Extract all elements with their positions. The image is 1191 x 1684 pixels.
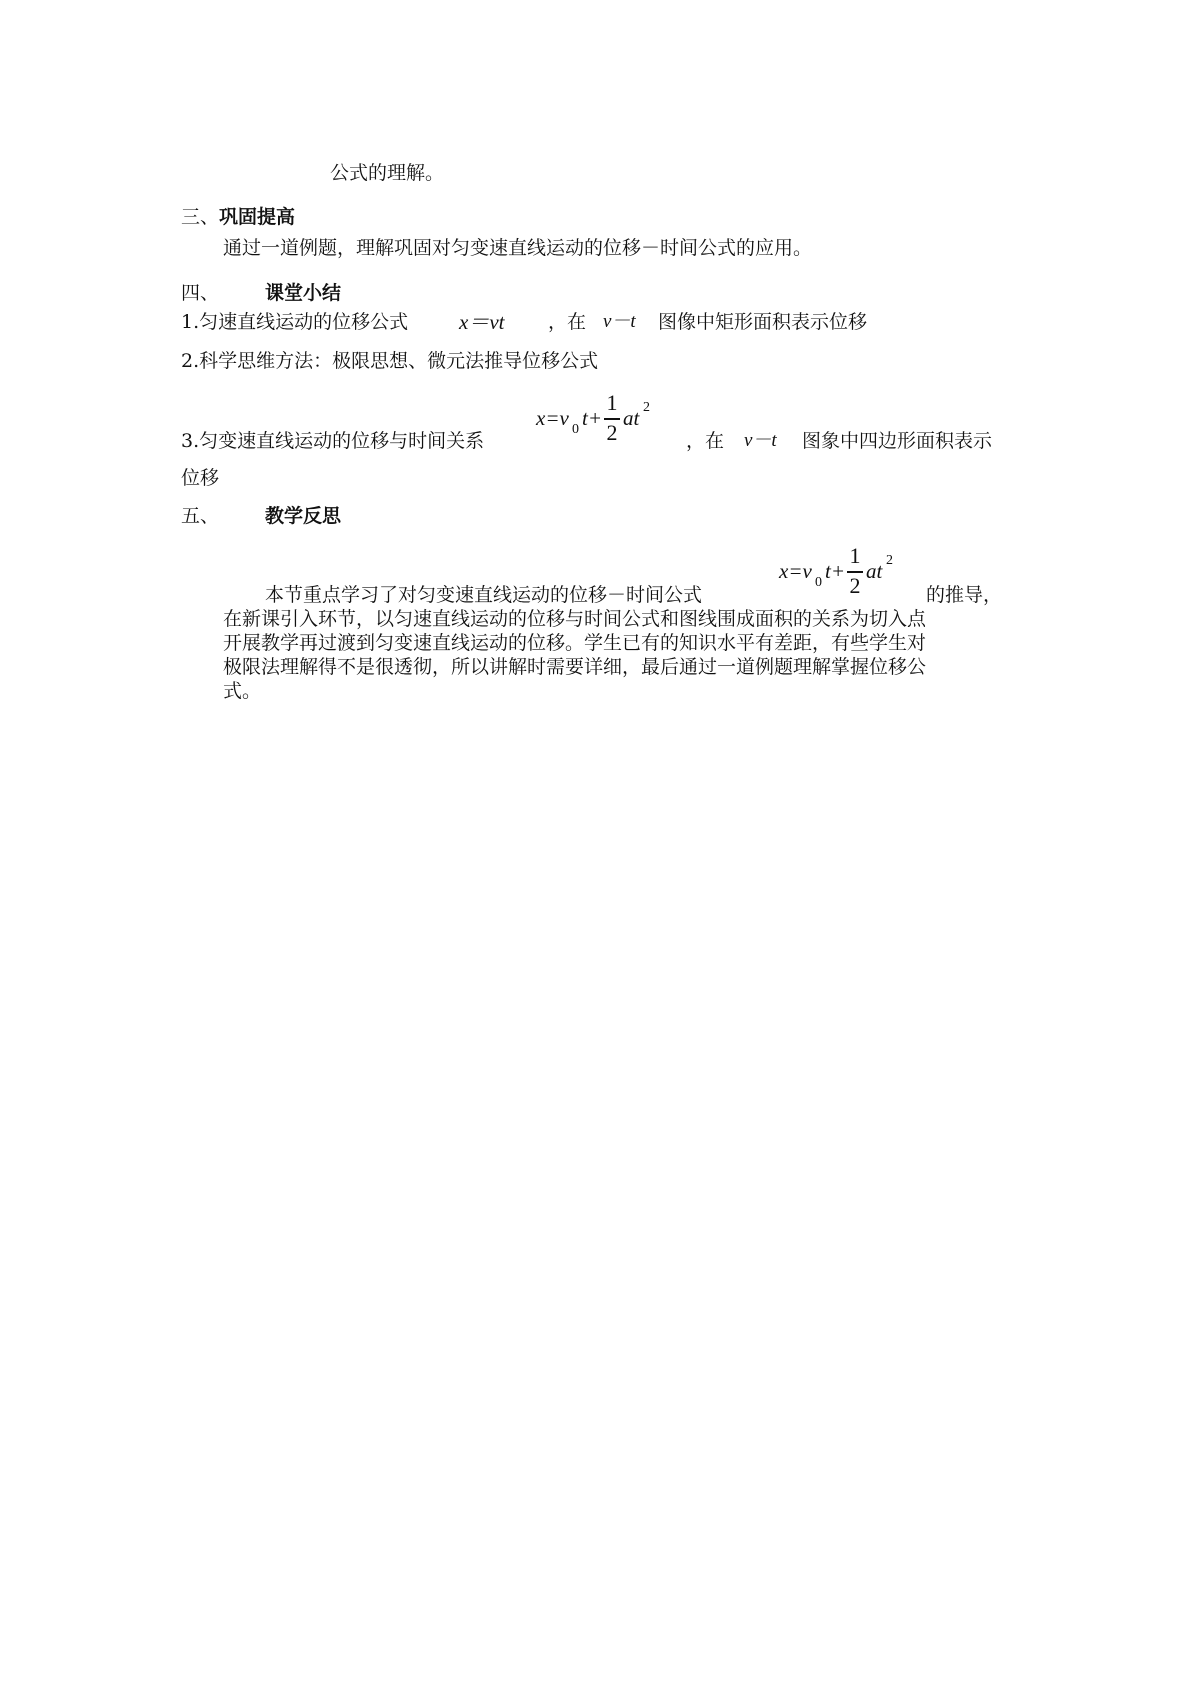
formula-at: at bbox=[623, 406, 640, 430]
summary-item-3-end: 图象中四边形面积表示 bbox=[802, 430, 993, 452]
summary-item-1-end: 图像中矩形面积表示位移 bbox=[658, 311, 868, 333]
summary-item-3-mid: ，在 bbox=[686, 430, 725, 452]
formula-subscript: 0 bbox=[572, 422, 579, 437]
section4-heading: 课堂小结 bbox=[265, 282, 342, 304]
reflection-line-3: 开展教学再过渡到匀变速直线运动的位移。学生已有的知识水平有差距，有些学生对 bbox=[223, 632, 927, 654]
formula-subscript: 0 bbox=[815, 575, 822, 590]
section3-number: 三、 bbox=[181, 206, 220, 228]
reflection-line-1-start: 本节重点学习了对匀变速直线运动的位移－时间公式 bbox=[265, 584, 703, 606]
formula-t-plus: t+ bbox=[582, 406, 603, 430]
formula-t-plus: t+ bbox=[825, 559, 846, 583]
formula-superscript: 2 bbox=[886, 553, 893, 568]
summary-item-3-text: 3.匀变速直线运动的位移与时间关系 bbox=[181, 430, 485, 452]
summary-item-1-mid: ，在 bbox=[548, 311, 587, 333]
summary-item-1-graph: v－t bbox=[603, 311, 636, 332]
summary-item-1-formula: x＝vt bbox=[459, 310, 505, 334]
formula-numerator: 1 bbox=[849, 543, 861, 568]
formula-denominator: 2 bbox=[606, 420, 618, 445]
formula-reflection bbox=[779, 545, 909, 605]
continuation-text: 公式的理解。 bbox=[330, 162, 445, 184]
reflection-line-1-end: 的推导， bbox=[926, 584, 1003, 606]
summary-item-2-text: 2.科学思维方法：极限思想、微元法推导位移公式 bbox=[181, 350, 599, 372]
formula-superscript: 2 bbox=[643, 400, 650, 415]
formula-at: at bbox=[866, 559, 883, 583]
summary-item-3-graph: v－t bbox=[744, 430, 777, 451]
summary-item-1-text: 1.匀速直线运动的位移公式 bbox=[181, 311, 409, 333]
formula-item-3 bbox=[536, 392, 666, 452]
reflection-line-4: 极限法理解得不是很透彻，所以讲解时需要详细，最后通过一道例题理解掌握位移公 bbox=[223, 656, 927, 678]
section3-text: 通过一道例题，理解巩固对匀变速直线运动的位移－时间公式的应用。 bbox=[223, 237, 813, 259]
formula-denominator: 2 bbox=[849, 573, 861, 598]
reflection-line-5: 式。 bbox=[223, 680, 262, 702]
section5-heading: 教学反思 bbox=[265, 505, 342, 527]
formula-lhs: x=v bbox=[779, 559, 812, 583]
reflection-line-2: 在新课引入环节，以匀速直线运动的位移与时间公式和图线围成面积的关系为切入点 bbox=[223, 608, 927, 630]
section5-number: 五、 bbox=[181, 505, 220, 527]
section4-number: 四、 bbox=[181, 282, 220, 304]
summary-item-3-continuation: 位移 bbox=[181, 467, 220, 489]
section3-heading: 巩固提高 bbox=[219, 206, 296, 228]
formula-lhs: x=v bbox=[536, 406, 569, 430]
formula-numerator: 1 bbox=[606, 390, 618, 415]
